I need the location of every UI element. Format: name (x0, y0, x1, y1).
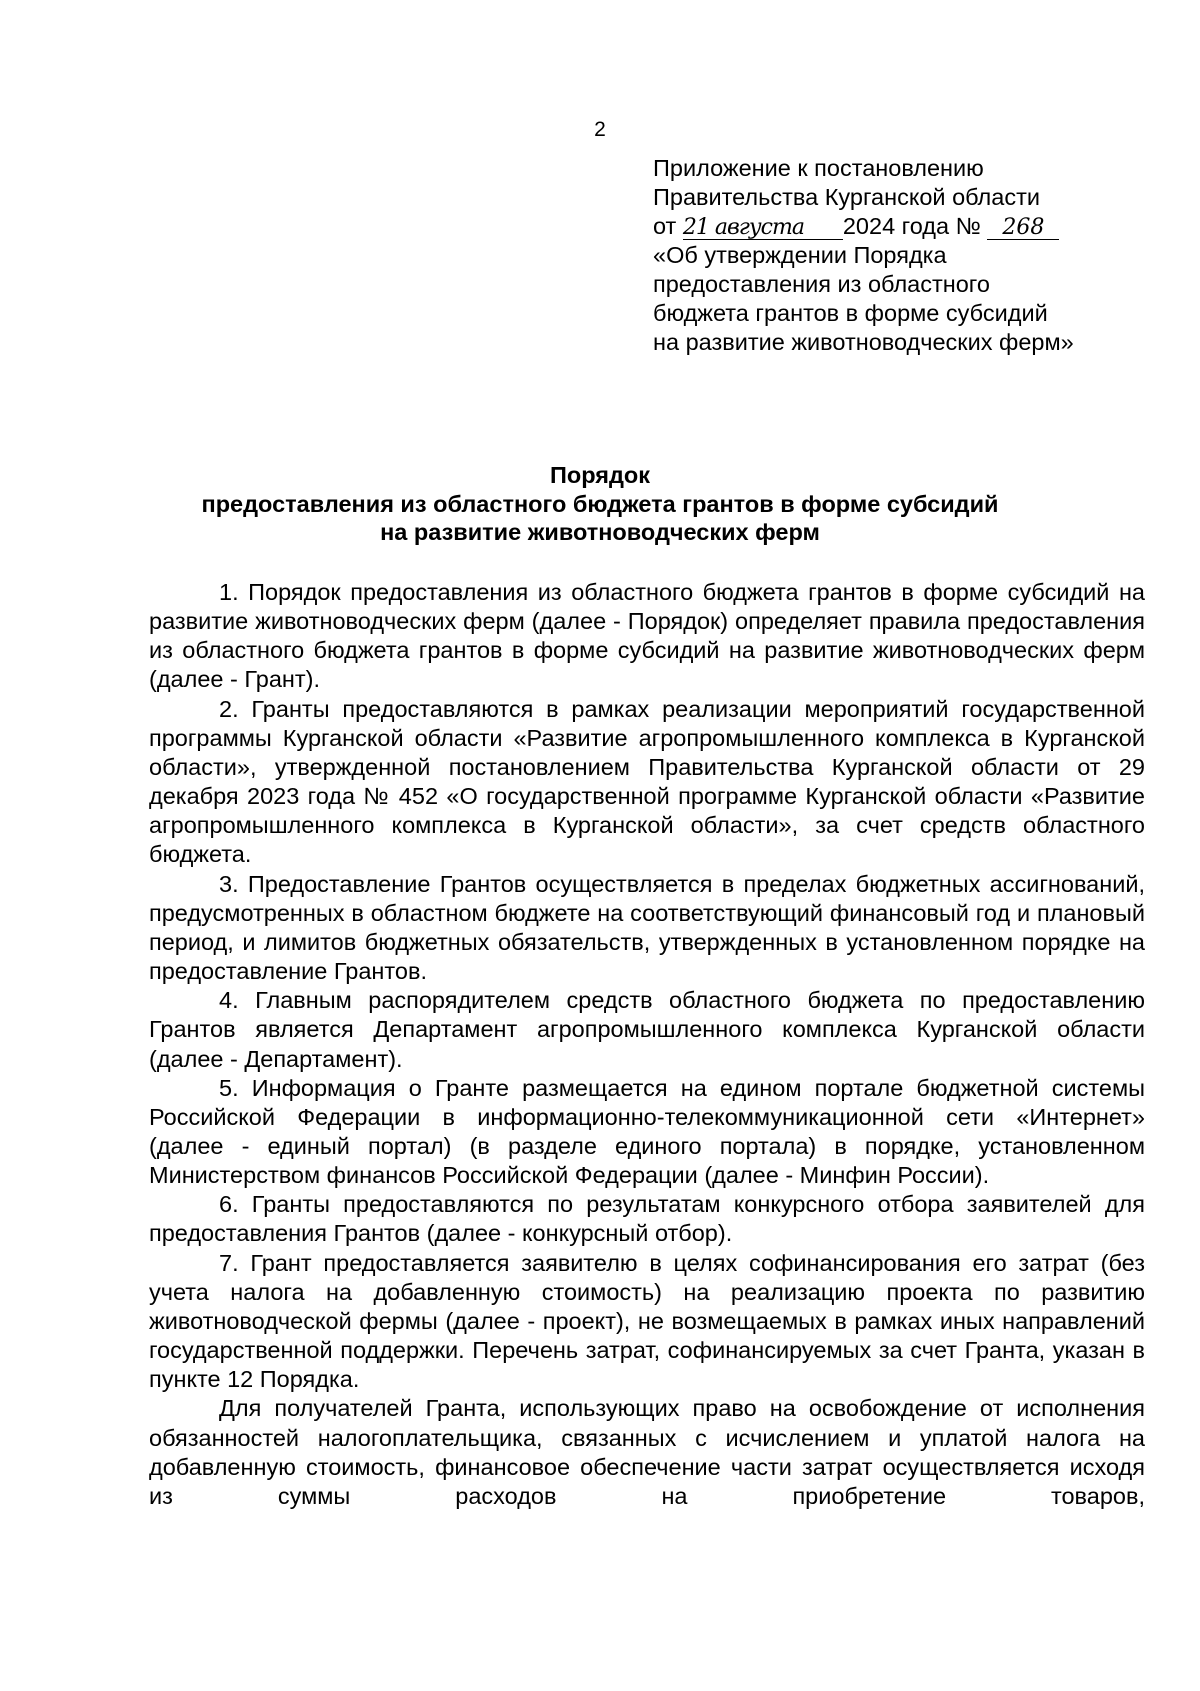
date-prefix: от (653, 213, 677, 239)
appendix-line: бюджета грантов в форме субсидий (653, 300, 1048, 326)
document-title (0, 461, 1200, 547)
appendix-line: «Об утверждении Порядка (653, 242, 947, 268)
paragraph: 5. Информация о Гранте размещается на едином портале бюджетной системы Российской Федерации в информационно-телекоммуникационной сети «Интернет» (далее - единый портал) (в разделе единого портала) в порядке, установленном Министерством финансов Российской Федерации (далее - Минфин России). (149, 1074, 1145, 1189)
appendix-block (653, 154, 1173, 357)
paragraph: 2. Гранты предоставляются в рамках реализации мероприятий государственной программы Курганской области «Развитие агропромышленного комплекса в Курганской области», утвержденной постановлением Правительства Курганской области от 29 декабря 2023 года № 452 «О государственной программе Курганской области «Развитие агропромышленного комплекса в Курганской области», за счет средств областного бюджета. (149, 695, 1145, 868)
paragraph: 3. Предоставление Грантов осуществляется в пределах бюджетных ассигнований, предусмотренных в областном бюджете на соответствующий финансовый год и плановый период, и лимитов бюджетных обязательств, утвержденных в установленном порядке на предоставление Грантов. (149, 870, 1145, 985)
handwritten-date: 21 августа (683, 217, 843, 240)
handwritten-number: 268 (987, 217, 1059, 240)
title-line: Порядок (549, 462, 651, 488)
paragraph: 1. Порядок предоставления из областного бюджета грантов в форме субсидий на развитие животноводческих ферм (далее - Порядок) определяет правила предоставления из областного бюджета грантов в форме субсидий на развитие животноводческих ферм (далее - Грант). (149, 579, 1145, 693)
appendix-line: Правительства Курганской области (653, 184, 1040, 210)
title-line: предоставления из областного бюджета грантов в форме субсидий (201, 490, 999, 517)
document-body (149, 578, 1145, 1511)
paragraph: 4. Главным распорядителем средств областного бюджета по предоставлению Грантов является Департамент агропромышленного комплекса Курганской области (далее - Департамент). (149, 987, 1145, 1072)
appendix-date-line (653, 212, 1173, 241)
date-suffix: 2024 года № (842, 213, 981, 239)
paragraph: 7. Грант предоставляется заявителю в целях софинансирования его затрат (без учета налога на добавленную стоимость) на реализацию проекта по развитию животноводческой фермы (далее - проект), не возмещаемых в рамках иных направлений государственной поддержки. Перечень затрат, софинансируемых за счет Гранта, указан в пункте 12 Порядка. (149, 1249, 1145, 1393)
page-number: 2 (594, 118, 606, 141)
appendix-line: предоставления из областного (653, 271, 990, 297)
paragraph: Для получателей Гранта, использующих право на освобождение от исполнения обязанностей налогоплательщика, связанных с исчислением и уплатой налога на добавленную стоимость, финансовое обеспечение части затрат осуществляется исходя из суммы расходов на приобретение товаров, (149, 1395, 1145, 1509)
appendix-line: Приложение к постановлению (653, 155, 984, 181)
title-line: на развитие животноводческих ферм (380, 519, 820, 545)
paragraph: 6. Гранты предоставляются по результатам конкурсного отбора заявителей для предоставления Грантов (далее - конкурсный отбор). (149, 1191, 1145, 1247)
appendix-line: на развитие животноводческих ферм» (653, 329, 1074, 355)
